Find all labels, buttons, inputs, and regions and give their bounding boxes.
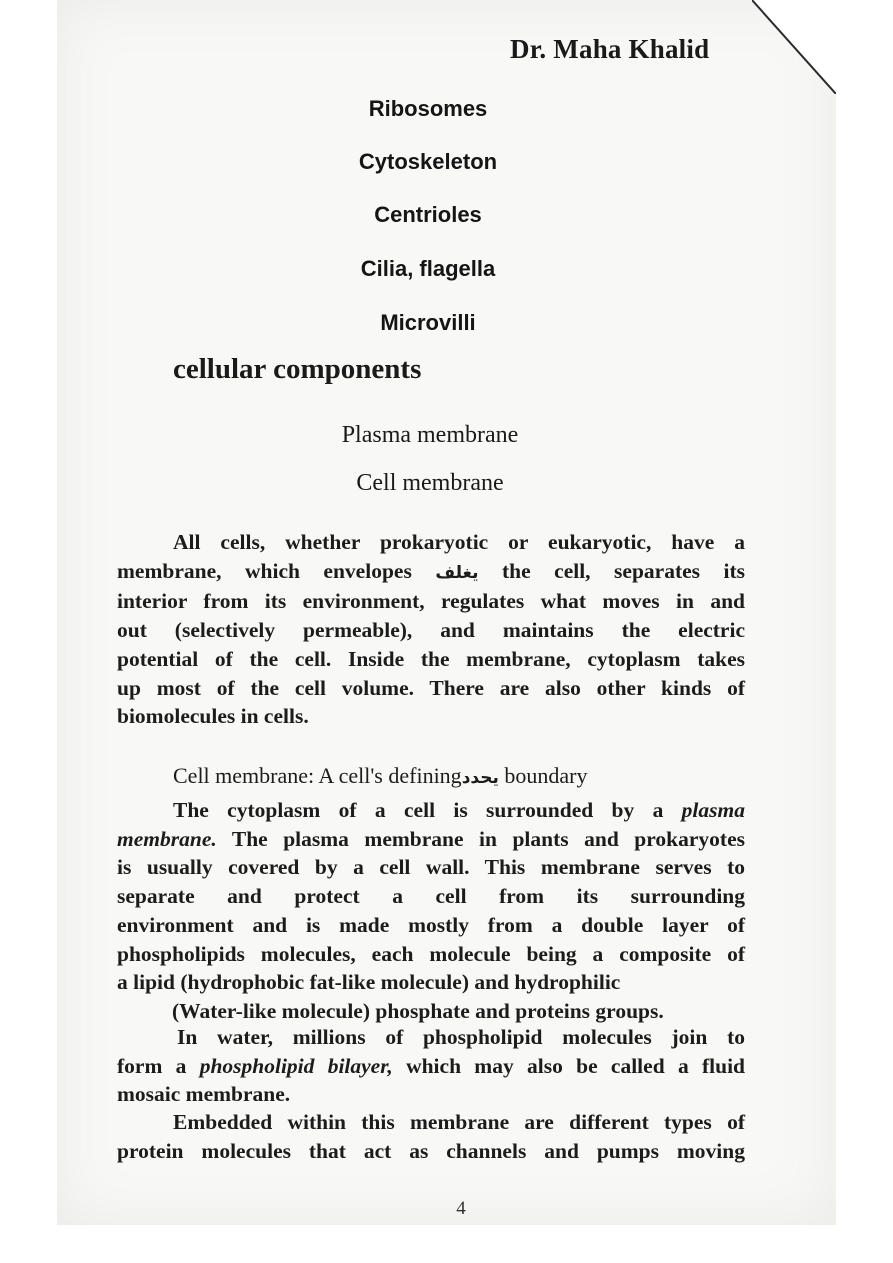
text-line: (Water-like molecule) phosphate and proteins groups. xyxy=(172,998,664,1023)
text-line: In water, millions of phospholipid molecules join to xyxy=(177,1025,745,1049)
subheading-cell-membrane: Cell membrane xyxy=(356,470,504,496)
text-line: potential of the cell. Inside the membrane, cytoplasm takes xyxy=(117,646,745,671)
text-line: membrane. The plasma membrane in plants and prokaryotes xyxy=(117,826,745,851)
subheading-plasma-membrane: Plasma membrane xyxy=(341,422,519,448)
text-line: biomolecules in cells. xyxy=(117,704,309,729)
cell-membrane-definition: Cell membrane: A cell's definingيحدد boundary xyxy=(173,763,588,788)
topic-microvilli: Microvilli xyxy=(380,310,476,335)
text-line: phospholipids molecules, each molecule being a composite of xyxy=(117,941,745,966)
paragraph-plasma-membrane xyxy=(117,796,745,1026)
text-line: out (selectively permeable), and maintains the electric xyxy=(117,618,745,643)
text-line: membrane, which envelopes يغلف the cell, separates its xyxy=(117,558,746,583)
paragraph-bilayer xyxy=(117,1023,745,1109)
page-number: 4 xyxy=(456,1198,466,1219)
folded-corner-icon xyxy=(752,0,836,94)
section-heading: cellular components xyxy=(173,353,422,385)
arabic-gloss: يحدد xyxy=(461,768,499,788)
topic-centrioles: Centrioles xyxy=(374,202,482,227)
text-line: Embedded within this membrane are different types of xyxy=(173,1110,745,1134)
author-name: Dr. Maha Khalid xyxy=(510,34,710,64)
text-line: is usually covered by a cell wall. This membrane serves to xyxy=(117,855,745,880)
text-line: The cytoplasm of a cell is surrounded by a plasma xyxy=(173,798,745,822)
text-line: a lipid (hydrophobic fat-like molecule) and hydrophilic xyxy=(117,970,621,995)
topic-ribosomes: Ribosomes xyxy=(368,96,488,121)
topic-cilia-flagella: Cilia, flagella xyxy=(360,256,496,281)
topic-cytoskeleton: Cytoskeleton xyxy=(358,149,498,174)
text-line: protein molecules that act as channels and pumps moving xyxy=(117,1138,745,1163)
text-line: environment and is made mostly from a double layer of xyxy=(117,912,745,937)
paragraph-proteins xyxy=(117,1108,745,1165)
text-line: up most of the cell volume. There are also other kinds of xyxy=(117,675,745,700)
text-line: form a phospholipid bilayer, which may also be called a fluid xyxy=(117,1053,746,1078)
text-line: mosaic membrane. xyxy=(117,1082,291,1107)
text-line: interior from its environment, regulates what moves in and xyxy=(117,589,745,614)
text-line: All cells, whether prokaryotic or eukaryotic, have a xyxy=(173,530,745,554)
paragraph-intro xyxy=(117,528,745,731)
arabic-gloss: يغلف xyxy=(435,562,479,583)
text-line: separate and protect a cell from its surrounding xyxy=(117,884,745,909)
